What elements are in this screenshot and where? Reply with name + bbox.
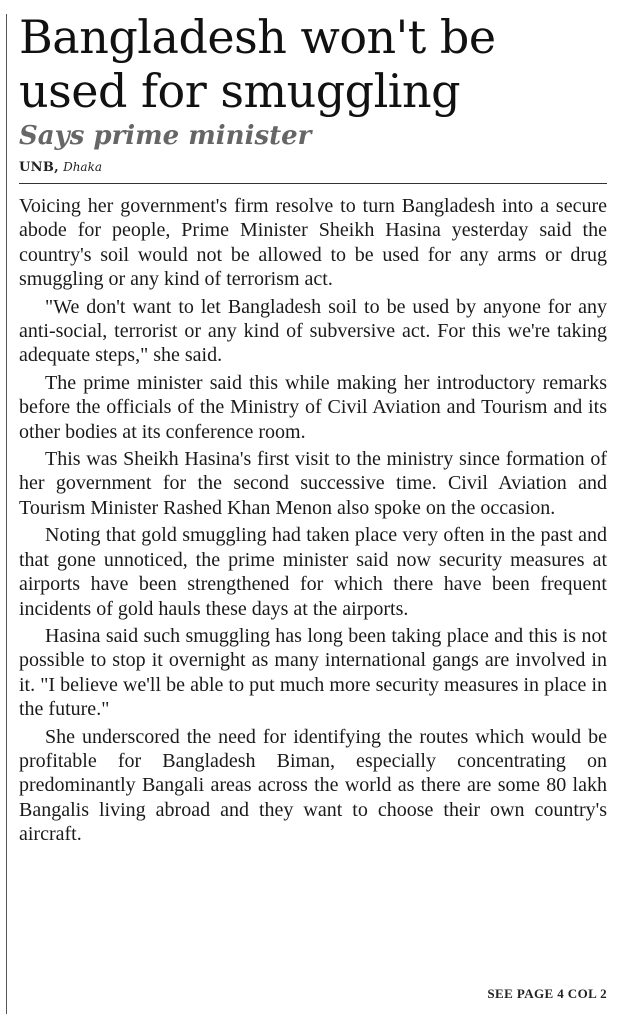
news-article — [19, 10, 607, 1001]
paragraph-7: She underscored the need for identifying the routes which would be profitable for Bangladesh Biman, especially concentrating on predominantly Bangali areas across the world as there are some 80 lakh Bangalis living abroad and they want to choose their own country's aircraft. — [19, 725, 607, 846]
byline-agency: UNB, — [19, 160, 59, 175]
byline-place: Dhaka — [63, 160, 103, 174]
paragraph-4: This was Sheikh Hasina's first visit to the ministry since formation of her government for the second successive time. Civil Aviation and Tourism Minister Rashed Khan Menon also spoke on the occasion. — [19, 448, 607, 519]
article-body — [19, 194, 607, 847]
column-rule — [6, 14, 7, 1014]
paragraph-5: Noting that gold smuggling had taken place very often in the past and that gone unnoticed, the prime minister said now security measures at airports have been strengthened for which there have been frequent incidents of gold hauls these days at the airports. — [19, 524, 607, 620]
paragraph-2: "We don't want to let Bangladesh soil to be used by anyone for any anti-social, terrorist or any kind of subversive act. For this we're taking adequate steps," she said. — [19, 295, 607, 367]
subheadline: Says prime minister — [19, 121, 312, 151]
paragraph-6: Hasina said such smuggling has long been taking place and this is not possible to stop it overnight as many international gangs are involved in it. "I believe we'll be able to put much more security measures in place in the future." — [19, 624, 607, 721]
byline — [19, 158, 607, 177]
paragraph-1: Voicing her government's firm resolve to turn Bangladesh into a secure abode for people, Prime Minister Sheikh Hasina yesterday said the country's soil would not be allowed to be used for any arms or drug smuggling or any kind of terrorism act. — [19, 195, 607, 291]
continued-on-page: SEE PAGE 4 COL 2 — [487, 986, 607, 1001]
paragraph-3: The prime minister said this while making her introductory remarks before the officials of the Ministry of Civil Aviation and Tourism and its other bodies at its conference room. — [19, 371, 607, 443]
headline: Bangladesh won't be used for smuggling — [19, 10, 496, 118]
headline-divider — [19, 183, 607, 184]
